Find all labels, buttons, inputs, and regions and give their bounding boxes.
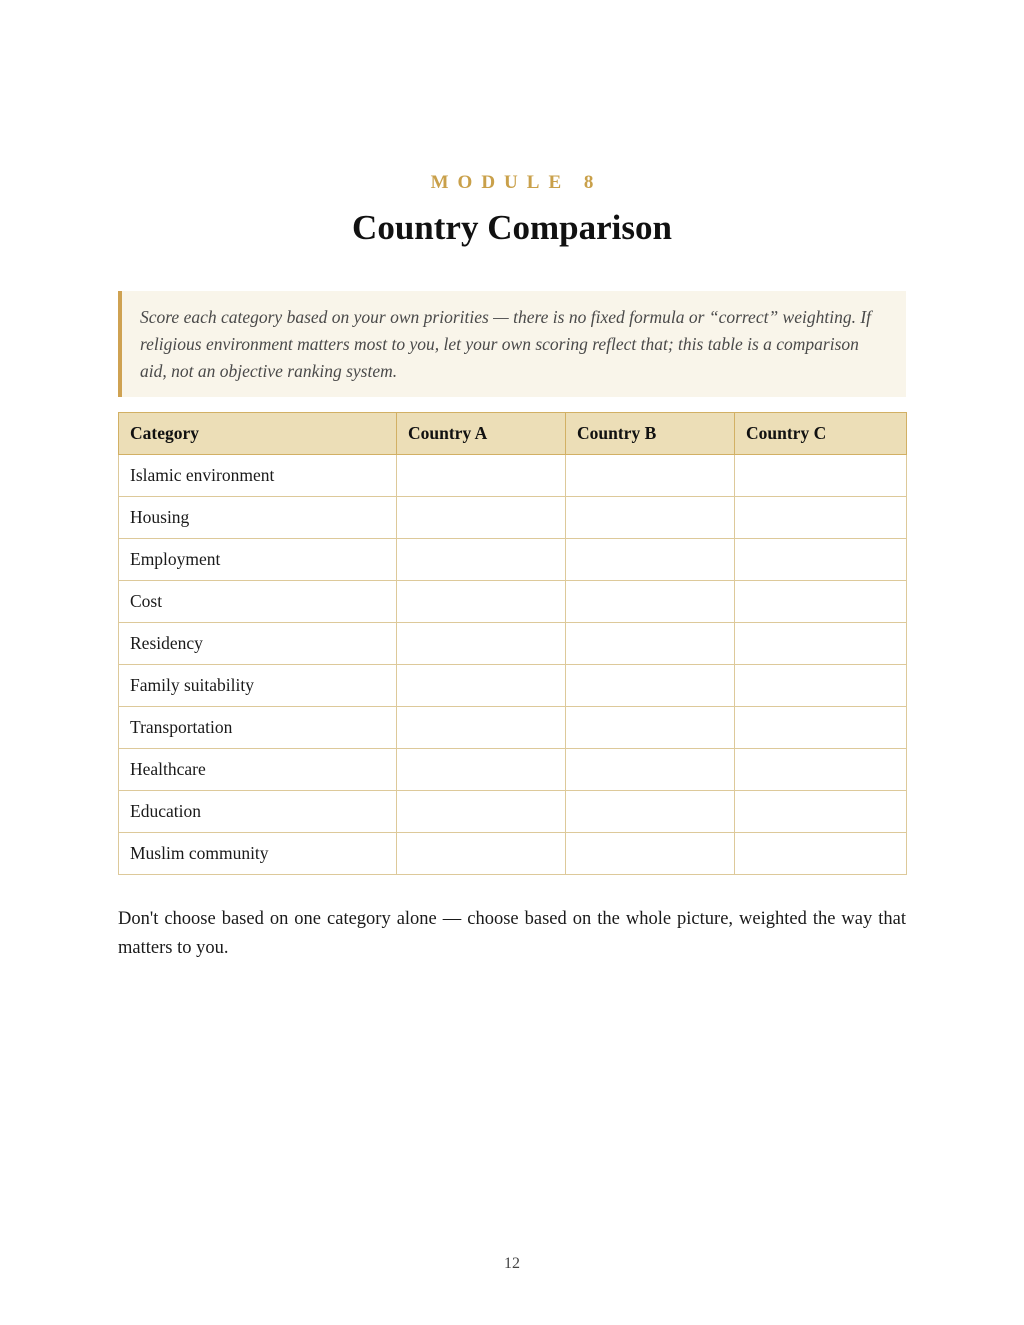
score-cell-country-c[interactable] [735,665,907,707]
comparison-table [118,412,907,875]
table-row [119,833,907,875]
category-cell: Housing [119,497,397,539]
score-cell-country-a[interactable] [397,539,566,581]
table-header-row [119,413,907,455]
score-cell-country-c[interactable] [735,707,907,749]
table-row [119,623,907,665]
table-row [119,665,907,707]
score-cell-country-a[interactable] [397,791,566,833]
module-label: MODULE 8 [430,172,603,193]
category-cell: Employment [119,539,397,581]
header-country-a: Country A [397,413,566,455]
score-cell-country-b[interactable] [566,539,735,581]
table-row [119,707,907,749]
score-cell-country-c[interactable] [735,749,907,791]
category-cell: Islamic environment [119,455,397,497]
table-row [119,749,907,791]
table-row [119,455,907,497]
page-number: 12 [504,1255,520,1272]
callout-text: Score each category based on your own priorities — there is no fixed formula or “correct” weighting. If religious environment matters most to you, let your own scoring reflect that; this table is a comparison aid, not an objective ranking system. [140,307,872,381]
score-cell-country-b[interactable] [566,497,735,539]
closing-paragraph: Don't choose based on one category alone — choose based on the whole picture, weighted the way that matters to you. [118,909,906,958]
category-cell: Transportation [119,707,397,749]
score-cell-country-c[interactable] [735,623,907,665]
score-cell-country-b[interactable] [566,749,735,791]
score-cell-country-c[interactable] [735,539,907,581]
score-cell-country-c[interactable] [735,833,907,875]
score-cell-country-c[interactable] [735,791,907,833]
header-category: Category [119,413,397,455]
header-country-c: Country C [735,413,907,455]
score-cell-country-a[interactable] [397,455,566,497]
score-cell-country-c[interactable] [735,581,907,623]
score-cell-country-b[interactable] [566,665,735,707]
score-cell-country-a[interactable] [397,581,566,623]
category-cell: Education [119,791,397,833]
table-row [119,581,907,623]
score-cell-country-a[interactable] [397,623,566,665]
table-row [119,497,907,539]
score-cell-country-b[interactable] [566,791,735,833]
score-cell-country-b[interactable] [566,623,735,665]
score-cell-country-b[interactable] [566,707,735,749]
category-cell: Family suitability [119,665,397,707]
score-cell-country-a[interactable] [397,707,566,749]
category-cell: Residency [119,623,397,665]
table-row [119,539,907,581]
page-title: Country Comparison [352,208,672,247]
score-cell-country-a[interactable] [397,749,566,791]
category-cell: Muslim community [119,833,397,875]
category-cell: Healthcare [119,749,397,791]
instruction-callout [118,291,906,397]
category-cell: Cost [119,581,397,623]
score-cell-country-b[interactable] [566,455,735,497]
score-cell-country-a[interactable] [397,833,566,875]
header-country-b: Country B [566,413,735,455]
score-cell-country-c[interactable] [735,455,907,497]
score-cell-country-c[interactable] [735,497,907,539]
score-cell-country-a[interactable] [397,665,566,707]
score-cell-country-a[interactable] [397,497,566,539]
score-cell-country-b[interactable] [566,581,735,623]
table-row [119,791,907,833]
score-cell-country-b[interactable] [566,833,735,875]
